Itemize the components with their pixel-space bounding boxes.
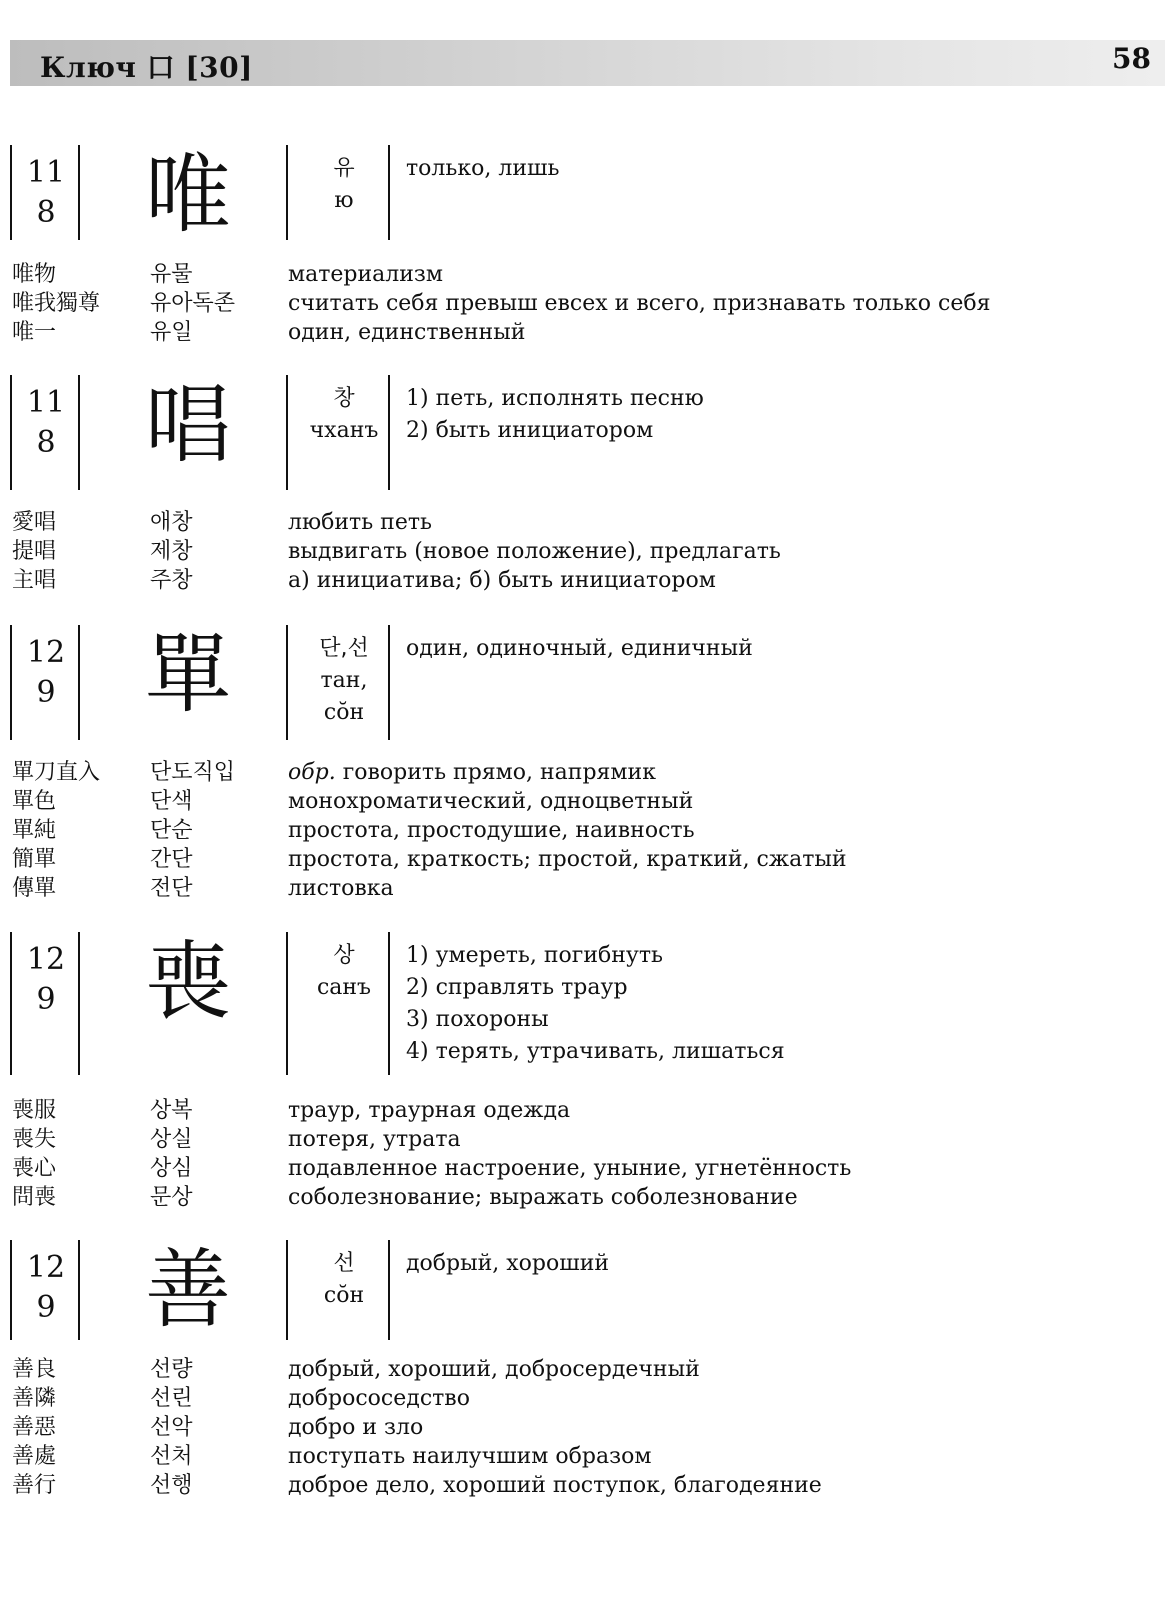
vertical-rule [286,145,288,240]
headword-hanja: 單 [145,625,231,725]
compound-abbreviation: обр. [288,760,336,785]
vertical-rule [78,1240,80,1340]
compound-list [0,1096,1175,1212]
vertical-rule [10,145,12,240]
compound-korean: 단순 [150,818,193,843]
compound-hanja: 善良 [12,1357,57,1382]
compound-hanja: 善惡 [12,1415,57,1440]
reading [296,153,392,217]
compound-translation-text: поступать наилучшим образом [288,1444,652,1469]
compound-row [0,1096,1175,1125]
compound-list [0,508,1175,595]
compound-korean: 단도직입 [150,760,236,785]
compound-korean: 상실 [150,1127,193,1152]
compound-translation [288,758,1158,787]
compound-hanja: 喪服 [12,1098,57,1123]
compound-korean: 유아독존 [150,291,236,316]
vertical-rule [10,375,12,490]
compound-hanja: 善處 [12,1444,57,1469]
page-number: 58 [1112,42,1151,75]
compound-hanja: 唯物 [12,262,57,287]
compound-translation [288,1442,1158,1471]
compound-translation [288,874,1158,903]
compound-translation-text: монохроматический, одноцветный [288,789,694,814]
dictionary-entry [0,375,1175,490]
vertical-rule [10,625,12,740]
vertical-rule [78,932,80,1075]
compound-korean: 상심 [150,1156,193,1181]
stroke-count [14,383,78,463]
entry-head [0,145,1175,245]
compound-hanja: 喪心 [12,1156,57,1181]
meaning-line: добрый, хороший [406,1251,610,1276]
compound-korean: 상복 [150,1098,193,1123]
compound-translation [288,816,1158,845]
compound-row [0,1442,1175,1471]
compound-translation-text: подавленное настроение, уныние, угнетённость [288,1156,852,1181]
compound-row [0,1125,1175,1154]
compound-korean: 주창 [150,568,193,593]
compound-translation [288,566,1158,595]
compound-translation [288,845,1158,874]
compound-translation-text: а) инициатива; б) быть инициатором [288,568,716,593]
compound-list [0,260,1175,347]
compound-translation [288,508,1158,537]
compound-korean: 간단 [150,847,193,872]
compound-translation-text: добрый, хороший, добросердечный [288,1357,700,1382]
compound-translation-text: соболезнование; выражать соболезнование [288,1185,798,1210]
compound-row [0,816,1175,845]
compound-row [0,289,1175,318]
compound-row [0,566,1175,595]
page-title: Ключ 口 [30] [40,51,253,84]
compound-translation [288,537,1158,566]
reading-romanization: ю [334,188,354,213]
stroke-count-total: 12 [26,942,66,977]
stroke-count [14,940,78,1020]
compound-list [0,1355,1175,1500]
stroke-count-extra: 9 [36,982,56,1017]
vertical-rule [10,1240,12,1340]
compound-translation-text: добрососедство [288,1386,470,1411]
reading-romanization: сŏн [323,1283,365,1308]
compound-translation [288,1183,1158,1212]
stroke-count-extra: 8 [36,195,56,230]
compound-row [0,787,1175,816]
meanings [406,383,1126,447]
vertical-rule [78,375,80,490]
compound-hanja: 單純 [12,818,57,843]
headword-hanja: 善 [145,1240,231,1340]
compound-translation [288,260,1158,289]
reading-korean: 선 [333,1251,355,1276]
dictionary-entry [0,145,1175,245]
meaning-line: 1) петь, исполнять песню [406,386,704,411]
compound-translation-text: простота, краткость; простой, краткий, сжатый [288,847,847,872]
entry-head [0,1240,1175,1340]
compound-translation-text: простота, простодушие, наивность [288,818,695,843]
compound-row [0,260,1175,289]
compound-hanja: 唯一 [12,320,57,345]
compound-translation [288,1125,1158,1154]
reading-korean: 상 [333,943,355,968]
reading [296,940,392,1004]
compound-row [0,508,1175,537]
compound-korean: 유일 [150,320,193,345]
compound-hanja: 提唱 [12,539,57,564]
stroke-count-extra: 9 [36,1290,56,1325]
compound-row [0,318,1175,347]
compound-row [0,845,1175,874]
vertical-rule [78,625,80,740]
stroke-count-extra: 8 [36,425,56,460]
reading [296,1248,392,1312]
meaning-line: один, одиночный, единичный [406,636,753,661]
meaning-line: 2) быть инициатором [406,418,654,443]
page-header [10,40,1165,86]
reading [296,633,392,729]
stroke-count-total: 11 [26,155,66,190]
reading-korean: 창 [333,386,355,411]
meanings [406,153,1126,185]
compound-korean: 선량 [150,1357,193,1382]
vertical-rule [286,1240,288,1340]
reading-korean: 단,선 [319,636,369,661]
stroke-count-extra: 9 [36,675,56,710]
headword-hanja: 唯 [145,145,231,245]
compound-korean: 애창 [150,510,193,535]
reading-romanization: тан, сŏн [320,668,368,725]
compound-translation [288,1384,1158,1413]
compound-row [0,874,1175,903]
meaning-line: 2) справлять траур [406,975,628,1000]
compound-row [0,1355,1175,1384]
compound-korean: 선악 [150,1415,193,1440]
stroke-count [14,153,78,233]
compound-row [0,1384,1175,1413]
compound-korean: 단색 [150,789,193,814]
stroke-count [14,633,78,713]
reading-korean: 유 [333,156,355,181]
compound-korean: 유물 [150,262,193,287]
reading [296,383,392,447]
compound-list [0,758,1175,903]
dictionary-entry [0,625,1175,740]
compound-hanja: 單色 [12,789,57,814]
meaning-line: 4) терять, утрачивать, лишаться [406,1039,785,1064]
compound-korean: 선행 [150,1473,193,1498]
compound-translation [288,1413,1158,1442]
compound-translation-text: любить петь [288,510,433,535]
compound-hanja: 善隣 [12,1386,57,1411]
compound-translation-text: выдвигать (новое положение), предлагать [288,539,781,564]
compound-translation-text: считать себя превыш евсех и всего, признавать только себя [288,291,991,316]
compound-translation-text: говорить прямо, напрямик [342,760,656,785]
meaning-line: 3) похороны [406,1007,549,1032]
stroke-count [14,1248,78,1328]
compound-translation-text: добро и зло [288,1415,424,1440]
headword-hanja: 唱 [145,375,231,475]
meaning-line: только, лишь [406,156,560,181]
vertical-rule [10,932,12,1075]
compound-hanja: 愛唱 [12,510,57,535]
stroke-count-total: 11 [26,385,66,420]
vertical-rule [286,625,288,740]
meanings [406,1248,1126,1280]
entry-head [0,625,1175,740]
dictionary-entry [0,932,1175,1075]
compound-hanja: 喪失 [12,1127,57,1152]
vertical-rule [78,145,80,240]
compound-translation [288,787,1158,816]
compound-row [0,537,1175,566]
headword-hanja: 喪 [145,932,231,1032]
compound-translation [288,1096,1158,1125]
compound-hanja: 簡單 [12,847,57,872]
compound-translation-text: материализм [288,262,444,287]
compound-korean: 선린 [150,1386,193,1411]
compound-hanja: 唯我獨尊 [12,291,101,316]
compound-korean: 문상 [150,1185,193,1210]
vertical-rule [286,932,288,1075]
reading-romanization: санъ [316,975,372,1000]
compound-translation-text: листовка [288,876,394,901]
entry-head [0,932,1175,1075]
compound-translation-text: один, единственный [288,320,526,345]
compound-translation-text: доброе дело, хороший поступок, благодеяние [288,1473,822,1498]
meanings [406,940,1126,1068]
meanings [406,633,1126,665]
compound-hanja: 問喪 [12,1185,57,1210]
compound-row [0,1471,1175,1500]
compound-translation [288,289,1158,318]
meaning-line: 1) умереть, погибнуть [406,943,663,968]
reading-romanization: чханъ [309,418,379,443]
dictionary-entry [0,1240,1175,1340]
compound-translation [288,1154,1158,1183]
vertical-rule [286,375,288,490]
compound-korean: 선처 [150,1444,193,1469]
compound-korean: 전단 [150,876,193,901]
compound-translation [288,1355,1158,1384]
compound-translation-text: траур, траурная одежда [288,1098,571,1123]
compound-row [0,1183,1175,1212]
compound-translation [288,1471,1158,1500]
entry-head [0,375,1175,490]
compound-hanja: 傳單 [12,876,57,901]
compound-row [0,1413,1175,1442]
compound-hanja: 單刀直入 [12,760,101,785]
stroke-count-total: 12 [26,635,66,670]
stroke-count-total: 12 [26,1250,66,1285]
compound-translation [288,318,1158,347]
compound-hanja: 善行 [12,1473,57,1498]
compound-row [0,758,1175,787]
compound-translation-text: потеря, утрата [288,1127,461,1152]
compound-hanja: 主唱 [12,568,57,593]
compound-row [0,1154,1175,1183]
compound-korean: 제창 [150,539,193,564]
